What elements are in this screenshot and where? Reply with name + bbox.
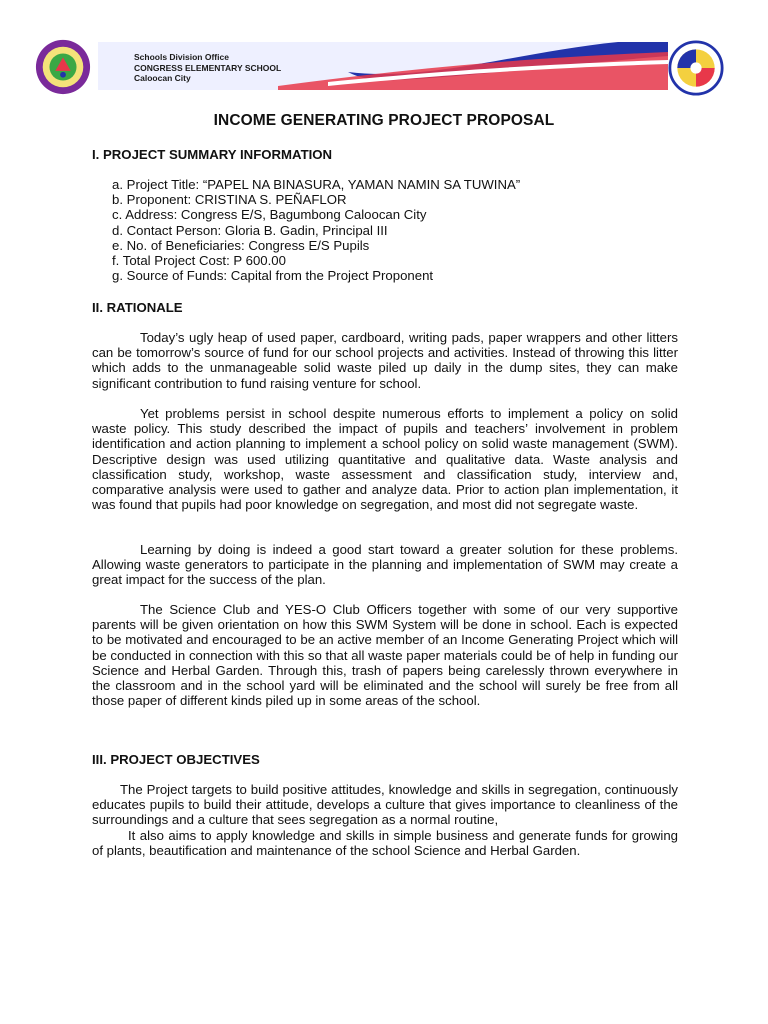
summary-list	[112, 177, 520, 283]
division-seal-logo	[668, 40, 724, 96]
summary-item: f. Total Project Cost: P 600.00	[112, 253, 286, 269]
letterhead	[0, 0, 768, 100]
paragraph-text: Today’s ugly heap of used paper, cardboard, writing pads, paper wrappers and other litters can be tomorrow’s source of fund for our school projects and activities. Instead of throwing this litter which adds to the unmanageable solid waste piled up daily in the dump sites, they can make significant contribution to fund raising venture for school.	[92, 330, 678, 391]
summary-item: e. No. of Beneficiaries: Congress E/S Pupils	[112, 237, 370, 253]
office-line-city: Caloocan City	[134, 73, 191, 83]
summary-item: a. Project Title: “PAPEL NA BINASURA, YAMAN NAMIN SA TUWINA”	[112, 177, 521, 192]
office-address	[134, 52, 281, 84]
document-title: INCOME GENERATING PROJECT PROPOSAL	[213, 112, 555, 129]
paragraph-text: The Project targets to build positive attitudes, knowledge and skills in segregation, continuously educates pupils to build their attitude, develops a culture that gives importance to cleanliness of the surroundings and a culture that sees segregation as a normal routine,	[92, 782, 678, 828]
rationale-paragraph-1	[92, 330, 678, 391]
paragraph-text: It also aims to apply knowledge and skills in simple business and generate funds for growing of plants, beautification and maintenance of the school Science and Herbal Garden.	[92, 827, 678, 858]
rationale-paragraph-4	[92, 602, 678, 708]
office-line-school: CONGRESS ELEMENTARY SCHOOL	[134, 62, 282, 73]
paragraph-text: The Science Club and YES-O Club Officers together with some of our very supportive parents will be given orientation on how this SWM System will be done in school. Each is expected to be motivated and encouraged to be an active member of an Income Generating Project which will be conducted in connection with this so that all waste paper materials could be of help in funding our Science and Herbal Garden. Through this, trash of papers being carelessly thrown everywhere in the classroom and in the school yard will be eliminated and the school will surely be free from all those paper of different kinds piled up in some areas of the school.	[92, 602, 678, 709]
summary-item: c. Address: Congress E/S, Bagumbong Caloocan City	[112, 207, 427, 223]
objectives-body	[92, 782, 678, 858]
school-seal-logo	[34, 38, 92, 96]
rationale-paragraph-2	[92, 406, 678, 512]
office-line-division: Schools Division Office	[134, 52, 229, 62]
paragraph-text: Yet problems persist in school despite numerous efforts to implement a policy on solid waste policy. This study described the impact of pupils and teachers’ involvement in problem identification and action planning to implement a school policy on solid waste management (SWM). Descriptive design was used utilizing quantitative and qualitative data. Waste analysis and classification study, workshop, waste assessment and classification study, interview and, comparative analysis were used to gather and analyze data. Prior to action plan implementation, it was found that pupils had poor knowledge on segregation, and most did not segregate waste.	[92, 406, 678, 513]
rationale-paragraph-3	[92, 542, 678, 588]
section-heading-summary: I. PROJECT SUMMARY INFORMATION	[92, 147, 333, 162]
section-heading-rationale: II. RATIONALE	[92, 300, 183, 315]
summary-item: g. Source of Funds: Capital from the Project Proponent	[112, 268, 434, 284]
section-heading-objectives: III. PROJECT OBJECTIVES	[92, 752, 260, 767]
summary-item: d. Contact Person: Gloria B. Gadin, Principal III	[112, 222, 388, 238]
summary-item: b. Proponent: CRISTINA S. PEÑAFLOR	[112, 192, 347, 208]
paragraph-text: Learning by doing is indeed a good start toward a greater solution for these problems. Allowing waste generators to participate in the planning and implementation of SWM may create a great impact for the success of the plan.	[92, 542, 678, 588]
